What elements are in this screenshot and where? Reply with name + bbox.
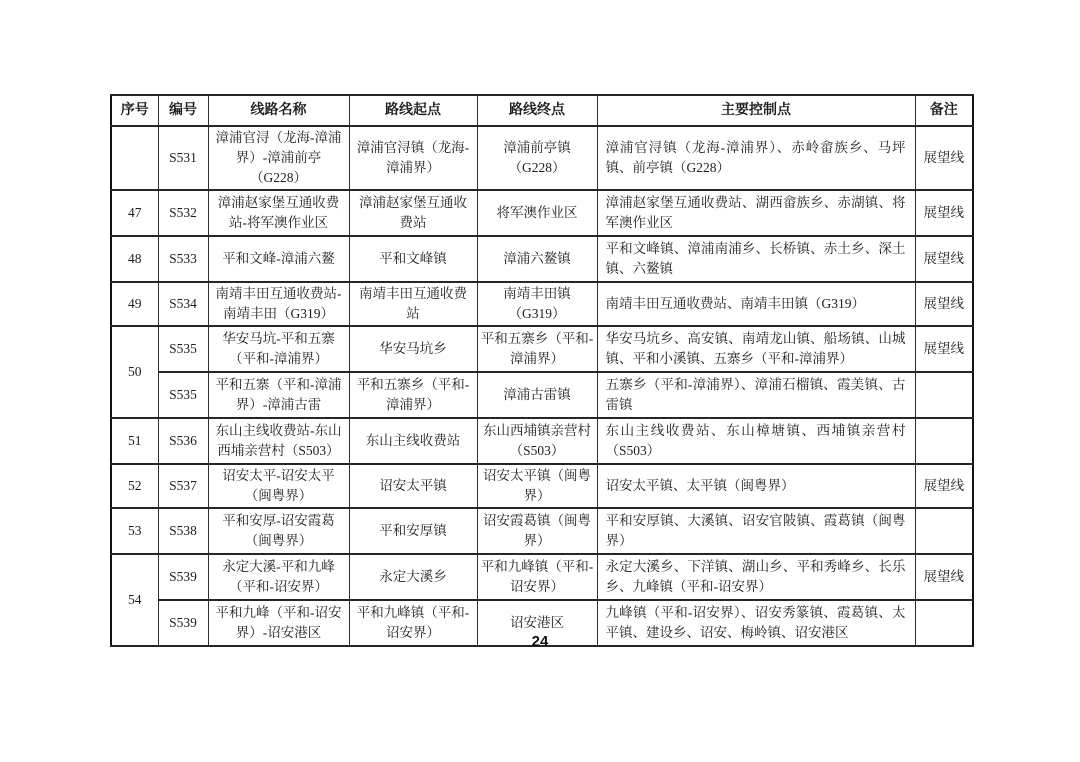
table-row: [111, 282, 973, 326]
cell-controls: 平和安厚镇、大溪镇、诏安官陂镇、霞葛镇（闽粤界）: [597, 508, 915, 554]
cell-route-name: 漳浦官浔（龙海-漳浦界）-漳浦前亭（G228）: [208, 126, 349, 190]
col-header-start: 路线起点: [349, 95, 477, 126]
cell-seq: 47: [111, 190, 158, 236]
page-number: 24: [531, 633, 549, 650]
cell-remark: [915, 508, 973, 554]
cell-route-name: 平和五寨（平和-漳浦界）-漳浦古雷: [208, 372, 349, 418]
cell-end: 漳浦古雷镇: [477, 372, 597, 418]
cell-code: S534: [158, 282, 208, 326]
cell-controls: 南靖丰田互通收费站、南靖丰田镇（G319）: [597, 282, 915, 326]
cell-route-name: 平和文峰-漳浦六鳌: [208, 236, 349, 282]
cell-code: S533: [158, 236, 208, 282]
cell-remark: [915, 372, 973, 418]
cell-seq-merged: 54: [111, 554, 158, 646]
cell-code: S539: [158, 554, 208, 600]
cell-remark: 展望线: [915, 236, 973, 282]
cell-code: S536: [158, 418, 208, 464]
cell-controls: 永定大溪乡、下洋镇、湖山乡、平和秀峰乡、长乐乡、九峰镇（平和-诏安界）: [597, 554, 915, 600]
cell-route-name: 诏安太平-诏安太平（闽粤界）: [208, 464, 349, 508]
cell-code: S532: [158, 190, 208, 236]
cell-seq: 48: [111, 236, 158, 282]
cell-start: 平和五寨乡（平和-漳浦界）: [349, 372, 477, 418]
cell-controls: 诏安太平镇、太平镇（闽粤界）: [597, 464, 915, 508]
table-row: [111, 464, 973, 508]
cell-start: 诏安太平镇: [349, 464, 477, 508]
cell-start: 漳浦官浔镇（龙海-漳浦界）: [349, 126, 477, 190]
cell-end: 诏安太平镇（闽粤界）: [477, 464, 597, 508]
col-header-route-name: 线路名称: [208, 95, 349, 126]
table-row: [111, 326, 973, 372]
col-header-code: 编号: [158, 95, 208, 126]
cell-route-name: 漳浦赵家堡互通收费站-将军澳作业区: [208, 190, 349, 236]
cell-code: S531: [158, 126, 208, 190]
cell-end: 平和五寨乡（平和-漳浦界）: [477, 326, 597, 372]
cell-end: 东山西埔镇亲营村（S503）: [477, 418, 597, 464]
table-row: [111, 554, 973, 600]
col-header-controls: 主要控制点: [597, 95, 915, 126]
cell-remark: 展望线: [915, 554, 973, 600]
cell-seq: 53: [111, 508, 158, 554]
table-row: [111, 372, 973, 418]
cell-seq-merged: 50: [111, 326, 158, 418]
table-row: [111, 418, 973, 464]
cell-end: 平和九峰镇（平和-诏安界）: [477, 554, 597, 600]
cell-remark: 展望线: [915, 464, 973, 508]
cell-start: 平和九峰镇（平和-诏安界）: [349, 600, 477, 646]
cell-end: 将军澳作业区: [477, 190, 597, 236]
cell-seq: [111, 126, 158, 190]
cell-remark: [915, 418, 973, 464]
table-row: [111, 236, 973, 282]
cell-route-name: 永定大溪-平和九峰（平和-诏安界）: [208, 554, 349, 600]
cell-route-name: 平和安厚-诏安霞葛（闽粤界）: [208, 508, 349, 554]
cell-controls: 九峰镇（平和-诏安界）、诏安秀篆镇、霞葛镇、太平镇、建设乡、诏安、梅岭镇、诏安港区: [597, 600, 915, 646]
cell-code: S535: [158, 372, 208, 418]
col-header-seq: 序号: [111, 95, 158, 126]
cell-route-name: 华安马坑-平和五寨（平和-漳浦界）: [208, 326, 349, 372]
cell-controls: 五寨乡（平和-漳浦界）、漳浦石榴镇、霞美镇、古雷镇: [597, 372, 915, 418]
cell-code: S538: [158, 508, 208, 554]
cell-end: 诏安霞葛镇（闽粤界）: [477, 508, 597, 554]
cell-code: S535: [158, 326, 208, 372]
table-row: [111, 508, 973, 554]
cell-remark: 展望线: [915, 282, 973, 326]
cell-code: S537: [158, 464, 208, 508]
cell-remark: 展望线: [915, 190, 973, 236]
cell-controls: 华安马坑乡、高安镇、南靖龙山镇、船场镇、山城镇、平和小溪镇、五寨乡（平和-漳浦界）: [597, 326, 915, 372]
col-header-remark: 备注: [915, 95, 973, 126]
cell-route-name: 东山主线收费站-东山西埔亲营村（S503）: [208, 418, 349, 464]
table-row: [111, 190, 973, 236]
cell-remark: 展望线: [915, 326, 973, 372]
cell-end: 漳浦六鳌镇: [477, 236, 597, 282]
table-header-row: [111, 95, 973, 126]
cell-end: 诏安港区: [477, 600, 597, 646]
cell-route-name: 南靖丰田互通收费站-南靖丰田（G319）: [208, 282, 349, 326]
cell-route-name: 平和九峰（平和-诏安界）-诏安港区: [208, 600, 349, 646]
cell-controls: 平和文峰镇、漳浦南浦乡、长桥镇、赤土乡、深土镇、六鳌镇: [597, 236, 915, 282]
cell-seq: 51: [111, 418, 158, 464]
cell-start: 南靖丰田互通收费站: [349, 282, 477, 326]
table-row: [111, 126, 973, 190]
cell-start: 华安马坑乡: [349, 326, 477, 372]
cell-start: 平和文峰镇: [349, 236, 477, 282]
cell-start: 永定大溪乡: [349, 554, 477, 600]
cell-end: 漳浦前亭镇（G228）: [477, 126, 597, 190]
cell-start: 平和安厚镇: [349, 508, 477, 554]
cell-controls: 漳浦官浔镇（龙海-漳浦界）、赤岭畲族乡、马坪镇、前亭镇（G228）: [597, 126, 915, 190]
cell-remark: 展望线: [915, 126, 973, 190]
cell-seq: 49: [111, 282, 158, 326]
cell-start: 东山主线收费站: [349, 418, 477, 464]
cell-start: 漳浦赵家堡互通收费站: [349, 190, 477, 236]
route-table: [110, 94, 974, 647]
cell-seq: 52: [111, 464, 158, 508]
cell-controls: 东山主线收费站、东山樟塘镇、西埔镇亲营村（S503）: [597, 418, 915, 464]
cell-code: S539: [158, 600, 208, 646]
cell-controls: 漳浦赵家堡互通收费站、湖西畲族乡、赤湖镇、将军澳作业区: [597, 190, 915, 236]
col-header-end: 路线终点: [477, 95, 597, 126]
cell-end: 南靖丰田镇（G319）: [477, 282, 597, 326]
